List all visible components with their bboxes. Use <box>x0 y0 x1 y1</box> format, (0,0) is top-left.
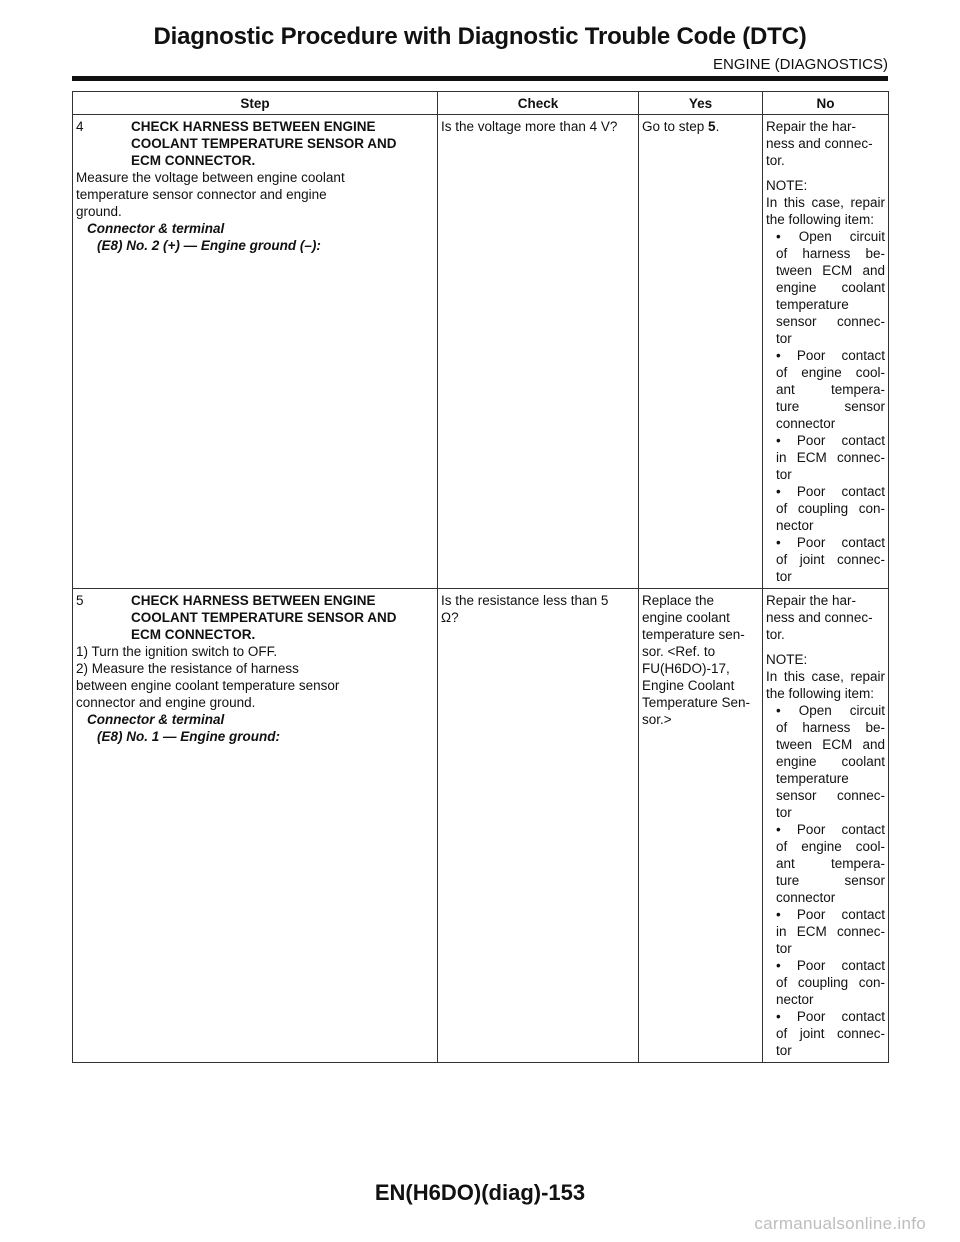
connector-value: (E8) No. 2 (+) — Engine ground (–): <box>97 238 321 253</box>
table-header-row <box>73 92 889 115</box>
no-cell <box>763 115 889 589</box>
list-item: • Poor contact of engine cool- ant tempera- ture sensor connector <box>776 822 885 905</box>
header-rule <box>72 76 888 81</box>
table-row-step-5 <box>73 589 889 1063</box>
yes-cell <box>639 589 763 1063</box>
check-cell <box>438 115 639 589</box>
no-instruction: Repair the har- ness and connec- tor. <box>766 119 873 168</box>
step-instructions: 1) Turn the ignition switch to OFF. 2) Measure the resistance of harness between engine coolant temperature sensor connector and engine ground. <box>76 644 340 710</box>
check-question: Is the voltage more than 4 V? <box>441 119 618 134</box>
note-label: NOTE: <box>766 652 808 667</box>
no-instruction: Repair the har- ness and connec- tor. <box>766 593 873 642</box>
no-cell <box>763 589 889 1063</box>
note-label: NOTE: <box>766 178 808 193</box>
yes-instruction: Replace the engine coolant temperature sen- sor. <Ref. to FU(H6DO)-17, Engine Coolant Temperature Sen- sor.> <box>642 593 751 727</box>
column-header-step: Step <box>73 92 438 115</box>
list-item: • Poor contact of engine cool- ant tempera- ture sensor connector <box>776 348 885 431</box>
step-cell <box>73 115 438 589</box>
diagnostic-table <box>72 91 889 1063</box>
connector-heading: Connector & terminal <box>87 221 225 236</box>
list-item: • Poor contact in ECM connec- tor <box>776 433 885 482</box>
page-title: Diagnostic Procedure with Diagnostic Trouble Code (DTC) <box>153 23 807 50</box>
column-header-check: Check <box>438 92 639 115</box>
section-name: ENGINE (DIAGNOSTICS) <box>712 56 888 73</box>
note-text: In this case, repair the following item: <box>766 669 885 701</box>
step-instructions: Measure the voltage between engine coolant temperature sensor connector and engine ground. <box>76 170 345 219</box>
note-text: In this case, repair the following item: <box>766 195 885 227</box>
list-item: • Poor contact of joint connec- tor <box>776 1009 885 1058</box>
list-item: • Poor contact of joint connec- tor <box>776 535 885 584</box>
yes-cell: Go to step 5. <box>639 115 763 589</box>
list-item: • Open circuit of harness be- tween ECM and engine coolant temperature sensor connec- tor <box>776 229 885 346</box>
yes-step-link: 5 <box>708 119 716 134</box>
step-number: 5 <box>76 593 84 608</box>
step-title: CHECK HARNESS BETWEEN ENGINE COOLANT TEMPERATURE SENSOR AND ECM CONNECTOR. <box>131 119 397 168</box>
list-item: • Open circuit of harness be- tween ECM and engine coolant temperature sensor connec- tor <box>776 703 885 820</box>
table-row-step-4 <box>73 115 889 589</box>
column-header-no: No <box>763 92 889 115</box>
connector-heading: Connector & terminal <box>87 712 225 727</box>
list-item: • Poor contact in ECM connec- tor <box>776 907 885 956</box>
check-question: Is the resistance less than 5 Ω? <box>441 593 609 625</box>
watermark: carmanualsonline.info <box>754 1214 926 1233</box>
page-number: EN(H6DO)(diag)-153 <box>374 1180 586 1205</box>
list-item: • Poor contact of coupling con- nector <box>776 484 885 533</box>
check-cell <box>438 589 639 1063</box>
list-item: • Poor contact of coupling con- nector <box>776 958 885 1007</box>
step-title: CHECK HARNESS BETWEEN ENGINE COOLANT TEMPERATURE SENSOR AND ECM CONNECTOR. <box>131 593 397 642</box>
connector-value: (E8) No. 1 — Engine ground: <box>97 729 280 744</box>
step-number: 4 <box>76 119 84 134</box>
yes-text: Go to step <box>642 119 709 134</box>
step-cell <box>73 589 438 1063</box>
column-header-yes: Yes <box>639 92 763 115</box>
